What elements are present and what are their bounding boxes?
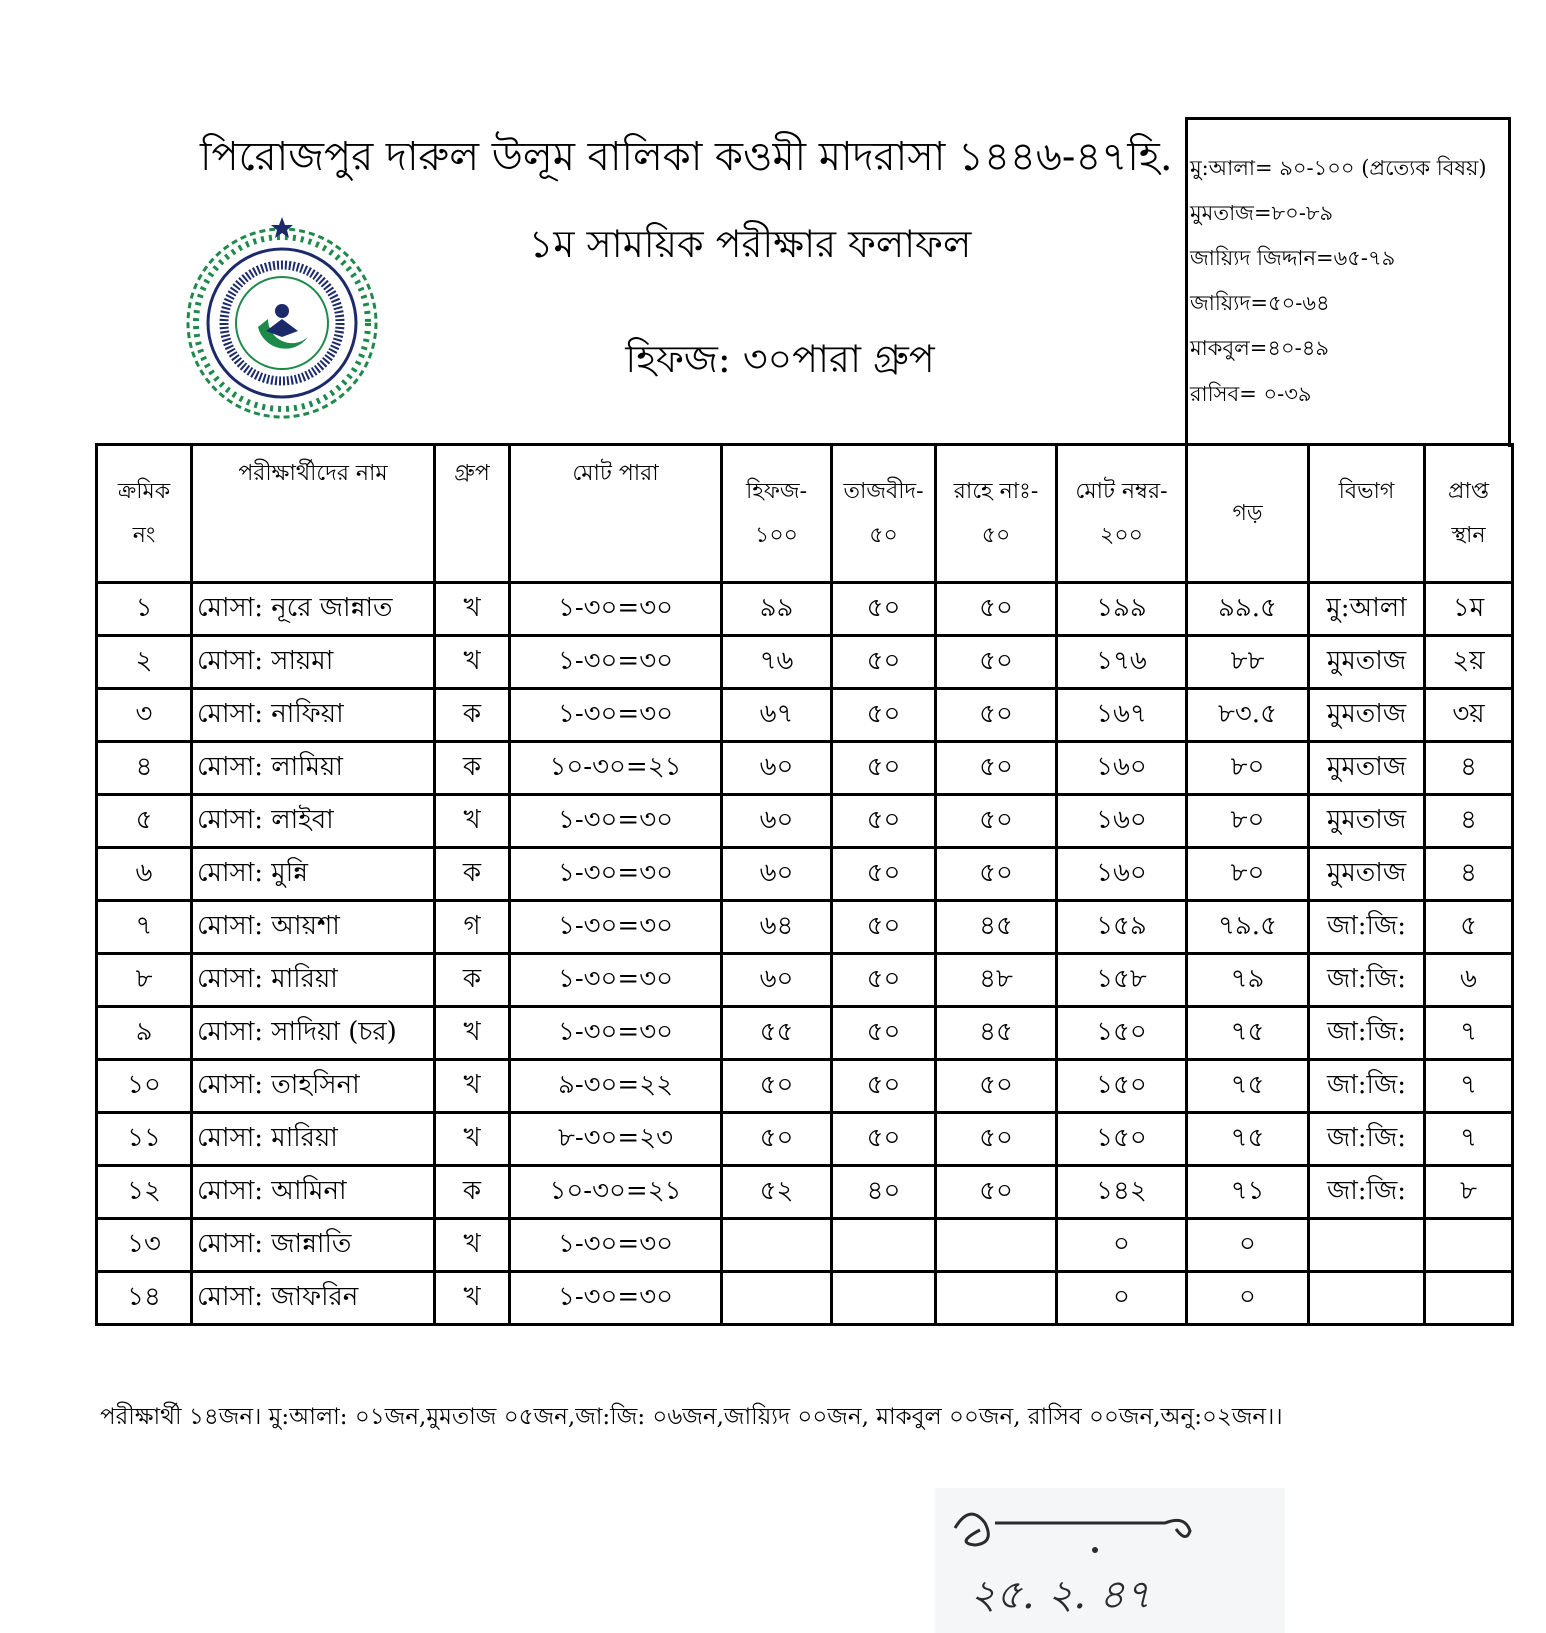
total-para-cell: ১-৩০=৩০ — [510, 1219, 722, 1272]
table-row — [97, 583, 1513, 636]
header-name: পরীক্ষার্থীদের নাম — [192, 445, 435, 583]
total-marks-cell: ১৬০ — [1057, 742, 1187, 795]
legend-line: মাকবুল=৪০-৪৯ — [1190, 336, 1330, 360]
rahe-najat-marks-cell: ৪৮ — [936, 954, 1057, 1007]
total-marks-cell: ১৬০ — [1057, 795, 1187, 848]
tajweed-marks-cell: ৫০ — [832, 901, 936, 954]
position-cell: ৪ — [1425, 742, 1513, 795]
total-para-cell: ১-৩০=৩০ — [510, 1272, 722, 1325]
table-row — [97, 848, 1513, 901]
total-para-cell: ১-৩০=৩০ — [510, 636, 722, 689]
average-cell: ৭৫ — [1187, 1060, 1309, 1113]
total-para-cell: ৯-৩০=২২ — [510, 1060, 722, 1113]
rahe-najat-marks-cell: ৫০ — [936, 795, 1057, 848]
division-cell: জা:জি: — [1309, 901, 1425, 954]
page-title: পিরোজপুর দারুল উলূম বালিকা কওমী মাদরাসা ১৪৪৬-৪৭হি. — [200, 134, 1173, 180]
total-para-cell: ১-৩০=৩০ — [510, 583, 722, 636]
group-title: হিফজ: ৩০পারা গ্রুপ — [625, 337, 935, 381]
serial-cell: ১০ — [97, 1060, 192, 1113]
total-para-cell: ৮-৩০=২৩ — [510, 1113, 722, 1166]
table-row — [97, 1219, 1513, 1272]
student-name-cell: মোসা: মারিয়া — [192, 954, 435, 1007]
star-icon — [271, 217, 293, 238]
average-cell: ৭৯ — [1187, 954, 1309, 1007]
table-row — [97, 901, 1513, 954]
position-cell: ৭ — [1425, 1113, 1513, 1166]
total-marks-cell: ০ — [1057, 1272, 1187, 1325]
group-cell: ক — [435, 1166, 510, 1219]
total-marks-cell: ০ — [1057, 1219, 1187, 1272]
hifz-marks-cell — [722, 1272, 832, 1325]
table-row — [97, 1113, 1513, 1166]
header-total-para: মোট পারা — [510, 445, 722, 583]
group-cell: খ — [435, 1219, 510, 1272]
rahe-najat-marks-cell: ৫০ — [936, 1166, 1057, 1219]
rahe-najat-marks-cell: ৫০ — [936, 848, 1057, 901]
total-marks-cell: ১৬৭ — [1057, 689, 1187, 742]
division-cell: জা:জি: — [1309, 1166, 1425, 1219]
total-para-cell: ১-৩০=৩০ — [510, 795, 722, 848]
division-cell: মুমতাজ — [1309, 848, 1425, 901]
hifz-marks-cell: ৬০ — [722, 848, 832, 901]
serial-cell: ১৩ — [97, 1219, 192, 1272]
total-marks-cell: ১৫৮ — [1057, 954, 1187, 1007]
total-para-cell: ১০-৩০=২১ — [510, 1166, 722, 1219]
hifz-marks-cell — [722, 1219, 832, 1272]
total-marks-cell: ১৭৬ — [1057, 636, 1187, 689]
hifz-marks-cell: ৬০ — [722, 795, 832, 848]
serial-cell: ৭ — [97, 901, 192, 954]
serial-cell: ৫ — [97, 795, 192, 848]
student-name-cell: মোসা: আমিনা — [192, 1166, 435, 1219]
legend-line: জায়্যিদ=৫০-৬৪ — [1190, 291, 1330, 315]
tajweed-marks-cell: ৫০ — [832, 1060, 936, 1113]
group-cell: খ — [435, 583, 510, 636]
header-division: বিভাগ — [1309, 445, 1425, 583]
average-cell: ৭৯.৫ — [1187, 901, 1309, 954]
position-cell: ৩য় — [1425, 689, 1513, 742]
table-row — [97, 1166, 1513, 1219]
hifz-marks-cell: ৬০ — [722, 954, 832, 1007]
group-cell: ক — [435, 954, 510, 1007]
hifz-marks-cell: ৫০ — [722, 1113, 832, 1166]
hifz-marks-cell: ৭৬ — [722, 636, 832, 689]
student-name-cell: মোসা: আয়শা — [192, 901, 435, 954]
header-group: গ্রুপ — [435, 445, 510, 583]
position-cell: ৬ — [1425, 954, 1513, 1007]
hifz-marks-cell: ৬০ — [722, 742, 832, 795]
serial-cell: ৬ — [97, 848, 192, 901]
tajweed-marks-cell: ৫০ — [832, 1007, 936, 1060]
total-marks-cell: ১৫০ — [1057, 1113, 1187, 1166]
division-cell: মুমতাজ — [1309, 689, 1425, 742]
tajweed-marks-cell: ৫০ — [832, 689, 936, 742]
handwritten-signature — [935, 1488, 1285, 1633]
student-name-cell: মোসা: মারিয়া — [192, 1113, 435, 1166]
total-marks-cell: ১৫০ — [1057, 1060, 1187, 1113]
position-cell: ২য় — [1425, 636, 1513, 689]
serial-cell: ১৪ — [97, 1272, 192, 1325]
average-cell: ০ — [1187, 1272, 1309, 1325]
position-cell: ৮ — [1425, 1166, 1513, 1219]
legend-line: মুমতাজ=৮০-৮৯ — [1190, 201, 1334, 225]
rahe-najat-marks-cell: ৫০ — [936, 1113, 1057, 1166]
table-row — [97, 1007, 1513, 1060]
exam-subtitle: ১ম সাময়িক পরীক্ষার ফলাফল — [528, 222, 972, 266]
rahe-najat-marks-cell: ৪৫ — [936, 1007, 1057, 1060]
header-average: গড় — [1187, 445, 1309, 583]
student-name-cell: মোসা: নূরে জান্নাত — [192, 583, 435, 636]
total-marks-cell: ১৫৯ — [1057, 901, 1187, 954]
division-cell — [1309, 1272, 1425, 1325]
total-marks-cell: ১৯৯ — [1057, 583, 1187, 636]
rahe-najat-marks-cell: ৫০ — [936, 636, 1057, 689]
tajweed-marks-cell: ৫০ — [832, 742, 936, 795]
group-cell: গ — [435, 901, 510, 954]
tajweed-marks-cell: ৫০ — [832, 583, 936, 636]
signature-date: ২৫. ২. ৪৭ — [970, 1572, 1151, 1618]
average-cell: ৭১ — [1187, 1166, 1309, 1219]
table-row — [97, 1060, 1513, 1113]
rahe-najat-marks-cell — [936, 1272, 1057, 1325]
position-cell: ৭ — [1425, 1007, 1513, 1060]
hifz-marks-cell: ৫০ — [722, 1060, 832, 1113]
total-marks-cell: ১৫০ — [1057, 1007, 1187, 1060]
rahe-najat-marks-cell: ৫০ — [936, 689, 1057, 742]
tajweed-marks-cell: ৫০ — [832, 848, 936, 901]
header-rahe-najat: রাহে নাঃ- ৫০ — [936, 445, 1057, 583]
serial-cell: ৮ — [97, 954, 192, 1007]
serial-cell: ১১ — [97, 1113, 192, 1166]
header-hifz: হিফজ- ১০০ — [722, 445, 832, 583]
table-header-row — [97, 445, 1513, 583]
results-body — [97, 583, 1513, 1325]
average-cell: ৮০ — [1187, 742, 1309, 795]
rahe-najat-marks-cell — [936, 1219, 1057, 1272]
hifz-marks-cell: ৬৭ — [722, 689, 832, 742]
table-row — [97, 795, 1513, 848]
table-row — [97, 1272, 1513, 1325]
group-cell: ক — [435, 848, 510, 901]
total-para-cell: ১-৩০=৩০ — [510, 689, 722, 742]
average-cell: ৯৯.৫ — [1187, 583, 1309, 636]
division-cell — [1309, 1219, 1425, 1272]
division-cell: জা:জি: — [1309, 954, 1425, 1007]
position-cell — [1425, 1219, 1513, 1272]
division-cell: মু:আলা — [1309, 583, 1425, 636]
division-cell: মুমতাজ — [1309, 636, 1425, 689]
division-cell: মুমতাজ — [1309, 742, 1425, 795]
student-name-cell: মোসা: নাফিয়া — [192, 689, 435, 742]
total-para-cell: ১০-৩০=২১ — [510, 742, 722, 795]
serial-cell: ১২ — [97, 1166, 192, 1219]
student-name-cell: মোসা: জান্নাতি — [192, 1219, 435, 1272]
hifz-marks-cell: ৯৯ — [722, 583, 832, 636]
student-name-cell: মোসা: লামিয়া — [192, 742, 435, 795]
tajweed-marks-cell: ৫০ — [832, 795, 936, 848]
average-cell: ৮৩.৫ — [1187, 689, 1309, 742]
header-total-marks: মোট নম্বর- ২০০ — [1057, 445, 1187, 583]
group-cell: খ — [435, 636, 510, 689]
student-name-cell: মোসা: জাফরিন — [192, 1272, 435, 1325]
average-cell: ৭৫ — [1187, 1113, 1309, 1166]
rahe-najat-marks-cell: ৫০ — [936, 1060, 1057, 1113]
header-tajweed: তাজবীদ- ৫০ — [832, 445, 936, 583]
header-position: প্রাপ্ত স্থান — [1425, 445, 1513, 583]
average-cell: ৭৫ — [1187, 1007, 1309, 1060]
total-marks-cell: ১৬০ — [1057, 848, 1187, 901]
hifz-marks-cell: ৬৪ — [722, 901, 832, 954]
position-cell: ৭ — [1425, 1060, 1513, 1113]
group-cell: খ — [435, 795, 510, 848]
average-cell: ৮৮ — [1187, 636, 1309, 689]
student-name-cell: মোসা: সাদিয়া (চর) — [192, 1007, 435, 1060]
division-cell: জা:জি: — [1309, 1113, 1425, 1166]
tajweed-marks-cell: ৪০ — [832, 1166, 936, 1219]
tajweed-marks-cell — [832, 1219, 936, 1272]
serial-cell: ১ — [97, 583, 192, 636]
total-para-cell: ১-৩০=৩০ — [510, 848, 722, 901]
group-cell: ক — [435, 742, 510, 795]
legend-line: জায়্যিদ জিদ্দান=৬৫-৭৯ — [1190, 246, 1396, 270]
table-row — [97, 742, 1513, 795]
table-row — [97, 636, 1513, 689]
group-cell: খ — [435, 1113, 510, 1166]
serial-cell: ৪ — [97, 742, 192, 795]
student-name-cell: মোসা: সায়মা — [192, 636, 435, 689]
results-table — [95, 443, 1514, 1326]
position-cell: ৪ — [1425, 795, 1513, 848]
total-para-cell: ১-৩০=৩০ — [510, 1007, 722, 1060]
tajweed-marks-cell: ৫০ — [832, 954, 936, 1007]
serial-cell: ২ — [97, 636, 192, 689]
position-cell — [1425, 1272, 1513, 1325]
average-cell: ৮০ — [1187, 848, 1309, 901]
serial-cell: ৩ — [97, 689, 192, 742]
rahe-najat-marks-cell: ৫০ — [936, 742, 1057, 795]
group-cell: খ — [435, 1272, 510, 1325]
header-serial: ক্রমিক নং — [97, 445, 192, 583]
total-marks-cell: ১৪২ — [1057, 1166, 1187, 1219]
total-para-cell: ১-৩০=৩০ — [510, 954, 722, 1007]
serial-cell: ৯ — [97, 1007, 192, 1060]
position-cell: ৫ — [1425, 901, 1513, 954]
tajweed-marks-cell: ৫০ — [832, 1113, 936, 1166]
division-cell: জা:জি: — [1309, 1007, 1425, 1060]
legend-line: মু:আলা= ৯০-১০০ (প্রত্যেক বিষয়) — [1190, 156, 1487, 180]
rahe-najat-marks-cell: ৪৫ — [936, 901, 1057, 954]
summary-line: পরীক্ষার্থী ১৪জন। মু:আলা: ০১জন,মুমতাজ ০৫জন,জা:জি: ০৬জন,জায়্যিদ ০০জন, মাকবুল ০০জন, রাসিব ০০জন,অনু:০২জন।। — [100, 1404, 1283, 1430]
table-row — [97, 954, 1513, 1007]
tajweed-marks-cell: ৫০ — [832, 636, 936, 689]
hifz-marks-cell: ৫২ — [722, 1166, 832, 1219]
division-cell: জা:জি: — [1309, 1060, 1425, 1113]
division-cell: মুমতাজ — [1309, 795, 1425, 848]
rahe-najat-marks-cell: ৫০ — [936, 583, 1057, 636]
position-cell: ৪ — [1425, 848, 1513, 901]
group-cell: খ — [435, 1007, 510, 1060]
position-cell: ১ম — [1425, 583, 1513, 636]
student-name-cell: মোসা: লাইবা — [192, 795, 435, 848]
hifz-marks-cell: ৫৫ — [722, 1007, 832, 1060]
madrasa-seal-logo — [180, 215, 385, 420]
tajweed-marks-cell — [832, 1272, 936, 1325]
table-row — [97, 689, 1513, 742]
average-cell: ৮০ — [1187, 795, 1309, 848]
group-cell: খ — [435, 1060, 510, 1113]
student-name-cell: মোসা: তাহসিনা — [192, 1060, 435, 1113]
group-cell: ক — [435, 689, 510, 742]
total-para-cell: ১-৩০=৩০ — [510, 901, 722, 954]
average-cell: ০ — [1187, 1219, 1309, 1272]
student-name-cell: মোসা: মুন্নি — [192, 848, 435, 901]
legend-line: রাসিব= ০-৩৯ — [1190, 382, 1312, 406]
